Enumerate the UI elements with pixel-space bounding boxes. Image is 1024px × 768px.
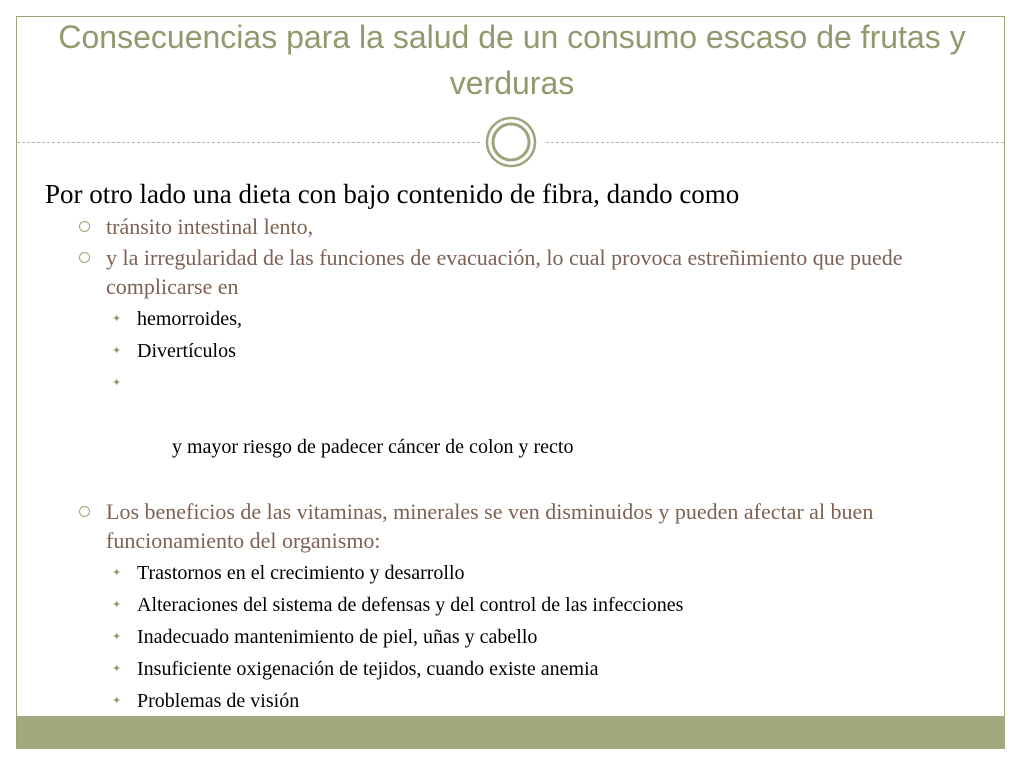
intro-paragraph: Por otro lado una dieta con bajo contenido de fibra, dando como <box>45 179 740 209</box>
four-point-star-bullet-icon: ✦ <box>112 662 122 675</box>
sub-bullet-text: hemorroides, <box>137 308 242 330</box>
slide-content <box>45 178 990 749</box>
sub-bullet-text: Inadecuado mantenimiento de piel, uñas y cabello <box>137 626 538 648</box>
bullet-text: tránsito intestinal lento, <box>106 214 314 239</box>
four-point-star-bullet-icon: ✦ <box>112 630 122 643</box>
sub-bullet-item <box>45 589 990 621</box>
slide-title: Consecuencias para la salud de un consumo escaso de frutas y verduras <box>58 19 966 101</box>
hollow-circle-bullet-icon <box>79 221 90 232</box>
four-point-star-bullet-icon: ✦ <box>112 694 122 707</box>
four-point-star-bullet-icon: ✦ <box>112 566 122 579</box>
bullet-text: y la irregularidad de las funciones de evacuación, lo cual provoca estreñimiento que puede complicarse en <box>106 245 903 299</box>
sub-bullet-item <box>45 621 990 653</box>
sub-bullet-item <box>45 367 990 495</box>
sub-bullet-item <box>45 335 990 367</box>
sub-bullet-text: Problemas de visión <box>137 690 300 712</box>
sub-bullet-item <box>45 557 990 589</box>
bullet-item <box>45 243 990 301</box>
sub-bullet-item <box>45 303 990 335</box>
four-point-star-bullet-icon: ✦ <box>112 312 122 325</box>
title-divider-right <box>546 142 1004 143</box>
title-divider-left <box>17 142 480 143</box>
four-point-star-bullet-icon: ✦ <box>112 376 122 389</box>
sub-bullet-item <box>45 653 990 685</box>
bullet-text: Los beneficios de las vitaminas, minerales se ven disminuidos y pueden afectar al buen funcionamiento del organismo: <box>106 499 874 553</box>
sub-bullet-text: Trastornos en el crecimiento y desarrollo <box>137 562 465 584</box>
sub-bullet-text: Alteraciones del sistema de defensas y del control de las infecciones <box>137 594 684 616</box>
four-point-star-bullet-icon: ✦ <box>112 598 122 611</box>
footer-band <box>17 716 1005 749</box>
sub-bullet-item <box>45 685 990 717</box>
bullet-item <box>45 497 990 555</box>
sub-bullet-text: Divertículos <box>137 340 236 362</box>
sub-bullet-text: y mayor riesgo de padecer cáncer de colon y recto <box>167 436 574 458</box>
hollow-circle-bullet-icon <box>79 506 90 517</box>
sub-bullet-text: Insuficiente oxigenación de tejidos, cuando existe anemia <box>137 658 599 680</box>
four-point-star-bullet-icon: ✦ <box>112 344 122 357</box>
bullet-item <box>45 212 990 241</box>
hollow-circle-bullet-icon <box>79 252 90 263</box>
ring-ornament-icon <box>485 116 537 168</box>
